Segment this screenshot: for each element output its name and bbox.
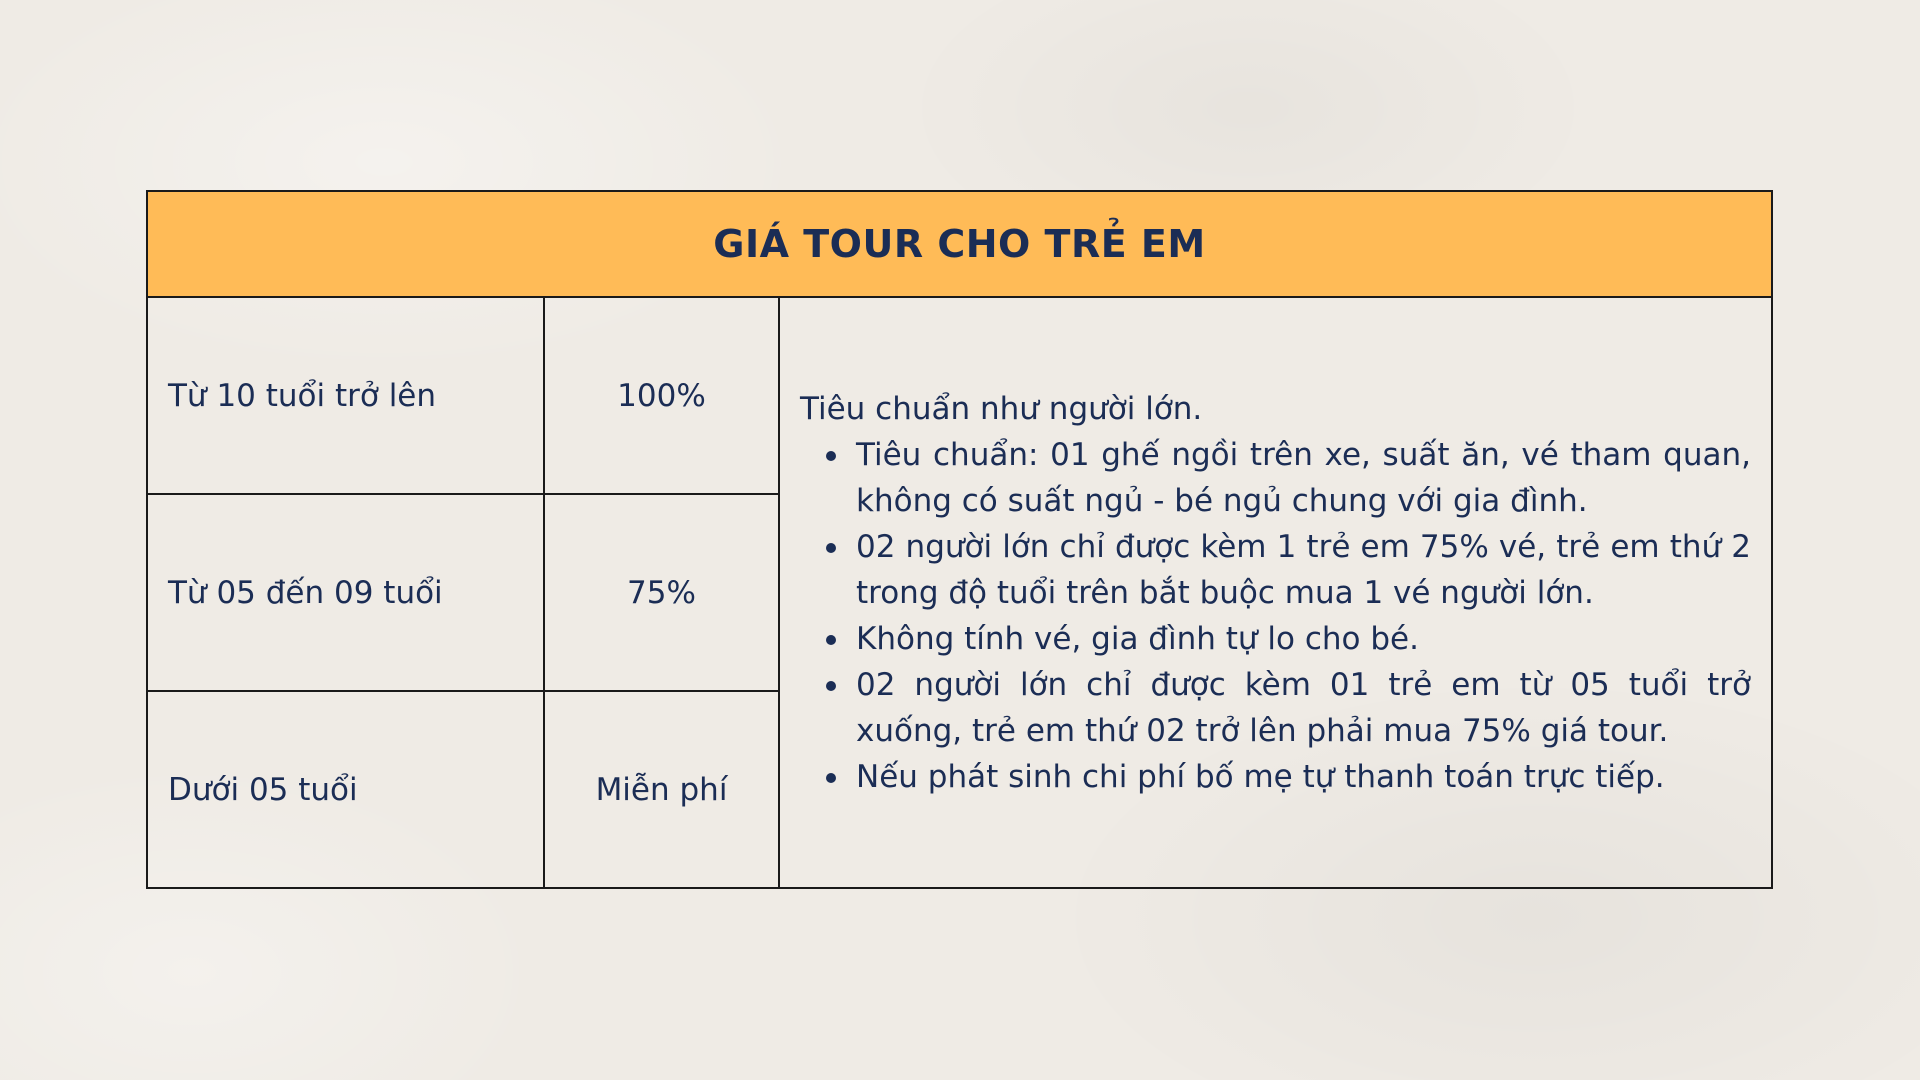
price-cell: 100%: [545, 298, 780, 493]
price-cell: 75%: [545, 495, 780, 690]
list-item-text: Không tính vé, gia đình tự lo cho bé.: [856, 620, 1419, 657]
table-title: GIÁ TOUR CHO TRẺ EM: [713, 222, 1206, 266]
age-cell: Dưới 05 tuổi: [148, 692, 545, 887]
table-row: [148, 692, 780, 887]
price-table: [146, 190, 1773, 889]
price-cell: Miễn phí: [545, 692, 780, 887]
bullet-icon: [826, 543, 836, 553]
list-item: [800, 616, 1751, 662]
bullet-icon: [826, 635, 836, 645]
details-intro: Tiêu chuẩn như người lớn.: [800, 390, 1203, 427]
age-cell: Từ 10 tuổi trở lên: [148, 298, 545, 493]
list-item-text: 02 người lớn chỉ được kèm 01 trẻ em từ 05 tuổi trở xuống, trẻ em thứ 02 trở lên phải mua 75% giá tour.: [856, 666, 1751, 749]
list-item-text: Nếu phát sinh chi phí bố mẹ tự thanh toán trực tiếp.: [856, 758, 1665, 795]
bullet-icon: [826, 681, 836, 691]
details-list: [800, 432, 1751, 800]
age-cell: Từ 05 đến 09 tuổi: [148, 495, 545, 690]
bullet-icon: [826, 451, 836, 461]
table-row: [148, 495, 780, 692]
list-item: [800, 754, 1751, 800]
list-item-text: 02 người lớn chỉ được kèm 1 trẻ em 75% vé, trẻ em thứ 2 trong độ tuổi trên bắt buộc mua 1 vé người lớn.: [856, 528, 1751, 611]
table-row: [148, 298, 780, 495]
list-item-text: Tiêu chuẩn: 01 ghế ngồi trên xe, suất ăn, vé tham quan, không có suất ngủ - bé ngủ chung với gia đình.: [856, 436, 1751, 519]
list-item: [800, 662, 1751, 754]
table-header: [148, 192, 1771, 298]
details-cell: [780, 298, 1771, 887]
list-item: [800, 432, 1751, 524]
bullet-icon: [826, 773, 836, 783]
list-item: [800, 524, 1751, 616]
